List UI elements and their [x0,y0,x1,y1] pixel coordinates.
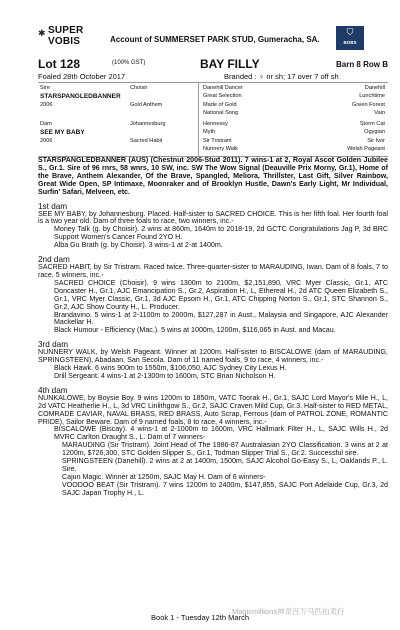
super-vobis-logo [38,26,108,50]
dam-section-1 [38,202,388,251]
pedigree-table [38,82,388,157]
bobs-emblem-icon: ⛉ [346,27,354,37]
pedigree-row: Myth Ogygian [203,129,385,135]
dam-dam: Sacred Habit [130,138,163,144]
star-icon: ✱ [38,28,46,38]
foal-line [38,72,388,82]
dam-section-2 [38,255,388,335]
bobs-logo: ⛉ BOBS [336,26,364,50]
dam-name: SEE MY BABY [40,129,85,136]
gst-note: (100% GST) [112,60,146,66]
progeny-entry: VOODOO BEAT (Sir Tristram). 7 wins 1200m to 2400m, $147,855, SAJC Port Adelaide Cup, Gr.3, 2d SAJC Japan Trophy H., L. [62,480,388,497]
page-footer: Book 1 - Tuesday 12th March [151,613,249,622]
pedigree-row: Sir Tristram Sir Ivor [203,138,385,144]
pedigree-row: Hennessy Storm Cat [203,121,385,127]
sire-dam: Gold Anthem [130,102,163,108]
pedigree-row: Danehill Dancer Danehill [203,85,385,91]
barn-location: Barn 8 Row B [335,60,388,69]
progeny-entry: Alba Gu Brath (g. by Choisir). 3 wins-1 at 2-at 1400m. [54,241,223,250]
dam-paragraph: NUNNERY WALK, by Welsh Pageant. Winner at 1200m. Half-sister to BISCALOWE (dam of MARAUDING, SPRINGSTEEN), Abadaan, San Secola. Dam of 11 named foals, 9 to race, 4 winners, inc.- [38,348,388,365]
page-header [38,26,388,50]
logo-super-text: SUPER [48,25,84,36]
pedigree-row: Nunnery Walk Welsh Pageant [203,146,385,152]
dam-section-4 [38,386,388,498]
pedigree-row: Great Selection Lunchtime [203,93,385,99]
dam-paragraph: NUNKALOWE, by Boysie Boy. 9 wins 1200m to 1850m, VATC Toorak H., Gr.1, SAJC Lord Mayor's Mile H., L, 2d VATC Heatherlie H., L, 3d VRC Linlithgow S., Gr.2, SAJC Craven Mild Cup, Gr.3. Half-sister to RED METAL, COMRADE CAVIAR, NAVAL BRASS, RED BRASS, Auto Scrap, Ferrous (dam of PATROL ZONE, ROMANTIC PRIDE), Sailor Beware. Dam of 9 named foals, 8 to race, 4 winners, inc.- [38,393,388,426]
horse-description: BAY FILLY [200,57,260,71]
logo-vobis-text: VOBIS [48,36,81,47]
sire-year: 2006 [40,102,53,108]
pedigree-row: Made of Gold Green Forest [203,102,385,108]
dam-paragraph: SEE MY BABY, by Johannesburg. Placed. Half-sister to SACRED CHOICE. This is her fifth foal. Her fourth foal is a two year old. Dam of three foals to race, two winners, inc.- [38,209,388,226]
progeny-entry: Drill Sergeant. 4 wins-1 at 2-1300m to 1600m, STC Brian Nicholson H. [54,371,276,380]
progeny-entry: MARAUDING (Sir Tristram). Joint Head of The 1986-87 Australasian 2YO Classification. 3 wins at 2 at 1200m, $726,300, STC Golden Slipper S., Gr.1, Todman Slipper Trial S., Gr.2. Successful sire. [62,441,388,458]
dam-year: 2006 [40,138,53,144]
pedigree-right [198,83,389,156]
progeny-entry: Money Talk (g. by Choisir). 2 wins at 860m, 1640m to 2018-19, 2d GCTC Congratulations Jag P, 3d BRC Support Women's Cancer Found 2YO H. [54,225,388,242]
sire-label: Sire [40,85,50,91]
progeny-entry: SPRINGSTEEN (Danehill). 2 wins at 2 at 1400m, 1500m, SAJC Alcohol Go-Easy S., L, Oaklands P., L. Sire. [62,457,388,473]
brand-marks: Branded : ♀ nr sh; 17 over 7 off sh [224,72,339,81]
dam-label: Dam [40,121,52,127]
dam-heading: 2nd dam [38,255,70,265]
progeny-entry: Brandavino. 5 wins-1 at 2-1100m to 2000m, $127,287 in Aust., Malaysia and Singapore, AJC Alexander Mackellar H. [54,310,388,327]
watermark: Magicmillions神奇百万马匹拍卖行 [232,607,345,616]
progeny-entry: Black Hawk. 6 wins 900m to 1550m, $106,050, AJC Sydney City Lexus H. [54,364,287,373]
pedigree-row: National Song Vain [203,110,385,116]
lot-number: Lot 128 [38,57,81,71]
dam-paragraph: SACRED HABIT, by Sir Tristram. Raced twice. Three-quarter-sister to MARAUDING, Iwan. Dam of 8 foals, 7 to race, 5 winners, inc.- [38,263,388,279]
progeny-entry: BISCALOWE (Biscay). 4 wins-1 at 2-1000m to 1600m, VRC Hallmark Filter H., L, SAJC Wills H., 2d MVRC Carlton Draught S., L. Dam of 7 winners- [54,425,388,442]
dam-heading: 1st dam [38,201,68,211]
foaled-date: Foaled 28th October 2017 [38,72,126,81]
sire-sire: Choisir [130,85,148,91]
dam-section-3 [38,340,388,381]
pedigree-left [38,83,196,156]
dam-heading: 3rd dam [38,340,69,350]
pedigree-notes [38,157,388,498]
vendor-account: Account of SUMMERSET PARK STUD, Gumeracha, SA. [110,35,320,44]
sire-summary: STARSPANGLEDBANNER (AUS) (Chestnut 2006-Stud 2011). 7 wins-1 at 2, Royal Ascot Golden Jubilee S., Gr.1. Sire of 96 rnrs, 58 wnrs, 10 SW, inc. SW The Wow Signal (Deauville Prix Morny, Gr.1), Home of the Brave, Anthem Alexander, Of the Brave, Spangled, Meliora, Thrillster, Last Gift, Silver Rainbow, Great Wide Open, SP Intimaxe, Moonraker and of Brooklyn Hustle, Dawn's Early Light, Mr Individual, Surfin' Safari, Melveen, etc. [38,156,388,196]
dam-sire: Johannesburg [130,121,166,127]
progeny-entry: Cajun Magic. Winner at 1250m, SAJC May H. Dam of 6 winners- [62,472,266,481]
progeny-entry: Black Humour - Efficiency (Mac.). 5 wins at 1000m, 1200m, $116,065 in Aust. and Macau. [54,326,336,335]
progeny-entry: SACRED CHOICE (Choisir). 9 wins 1300m to 2100m, $2,151,890, VRC Myer Classic, Gr.1, ATC Doncaster H., Gr.1, AJC Emancipation S., Gr.2, Aspiration H., L, Ethereal H., 2d ATC Queen Elizabeth S., Gr.1, VRC Myer Classic, Gr.1, 3d AJC Epsom H., Gr.1, ATC Chipping Norton S., Gr.1, STC Shannon S., Gr.2, AJC Show County H., L. Producer. [54,278,388,311]
lot-line [38,57,388,71]
dam-heading: 4th dam [38,385,68,395]
sire-name: STARSPANGLEDBANNER [40,93,121,100]
